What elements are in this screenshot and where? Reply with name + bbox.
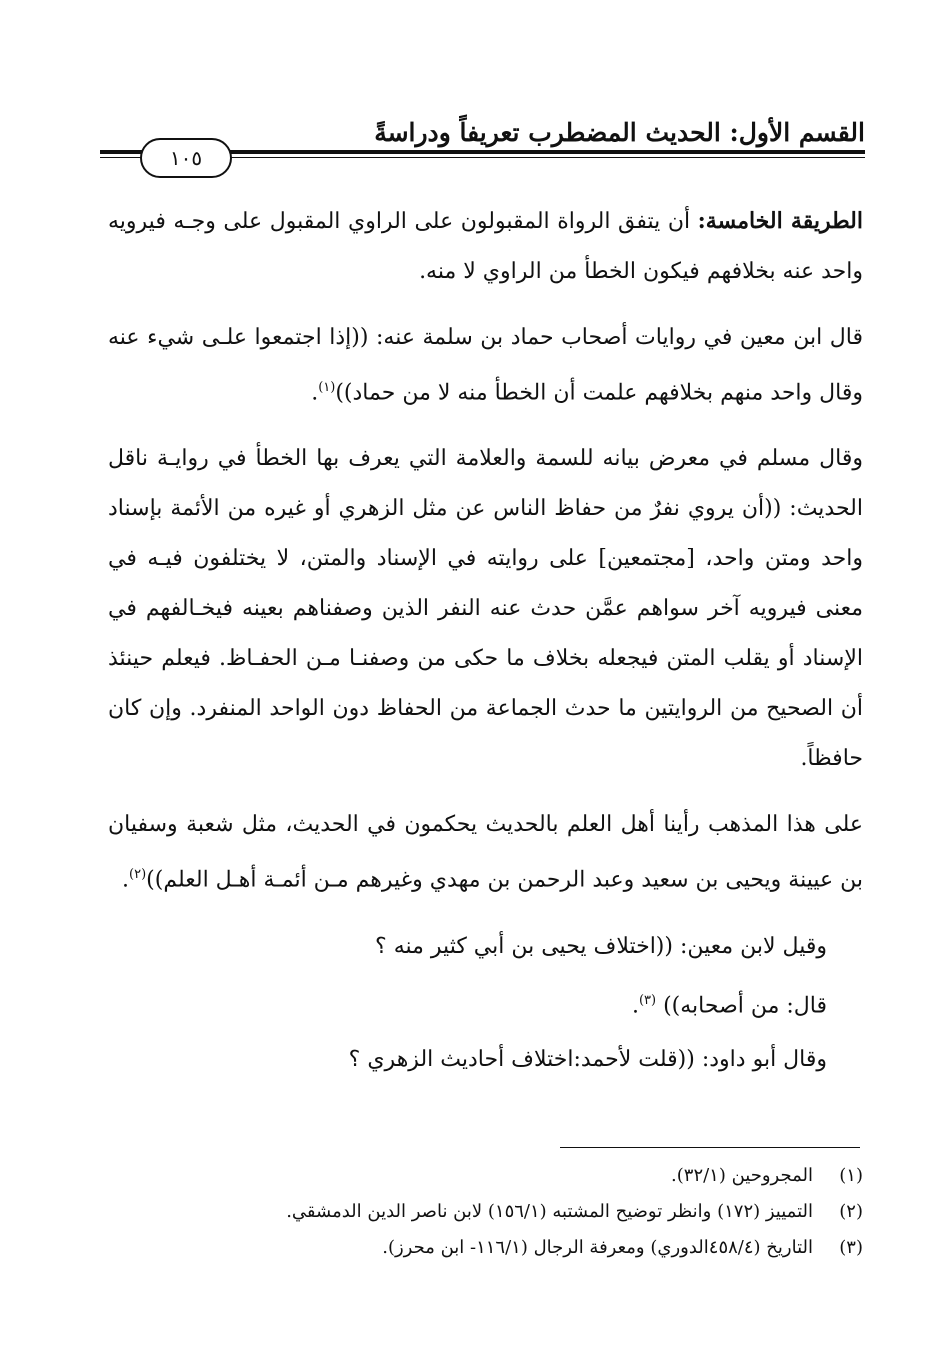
- footnote-number: (١): [839, 1165, 863, 1186]
- paragraph-text: قال ابن معين في روايات أصحاب حماد بن سلمة عنه: ((إذا اجتمعوا علـى شيء عنه وقال واحد منهم بخلافهم علمت أن الخطأ منه لا من حماد)): [108, 325, 864, 406]
- footnote-text: التمييز (١٧٢) وانظر توضيح المشتبه (١٥٦/١) لابن ناصر الدين الدمشقي.: [286, 1201, 813, 1222]
- paragraph-lead: الطريقة الخامسة:: [697, 208, 863, 234]
- running-header-title: القسم الأول: الحديث المضطرب تعريفاً ودراسةً: [374, 118, 865, 147]
- paragraph-text: وقال أبو داود: ((قلت لأحمد:اختلاف أحاديث الزهري ؟: [348, 1046, 827, 1072]
- paragraph-4: على هذا المذهب رأينا أهل العلم بالحديث يحكمون في الحديث، مثل شعبة وسفيان بن عيينة ويحيى بن سعيد وعبد الرحمن بن مهدي وغيرهم مـن أئمـة أهـل العلم))$^{(٢)}$.: [108, 812, 863, 893]
- footnote-ref[interactable]: (٢): [129, 867, 147, 883]
- paragraph-text: قال: من أصحابه)): [663, 992, 827, 1018]
- main-text: [108, 196, 863, 1101]
- footnote-text: التاريخ (٤٥٨/٤الدوري) ومعرفة الرجال (١١٦/١- ابن محرز).: [382, 1237, 813, 1258]
- footnote-item: [150, 1230, 863, 1266]
- footnote-number: (٣): [839, 1237, 863, 1258]
- page-number: ١٠٥: [140, 138, 232, 178]
- footnote-item: [150, 1194, 863, 1230]
- paragraph-text: على هذا المذهب رأينا أهل العلم بالحديث يحكمون في الحديث، مثل شعبة وسفيان بن عيينة ويحيى بن سعيد وعبد الرحمن بن مهدي وغيرهم مـن أئمـة أهـل العلم)): [108, 812, 863, 893]
- paragraph-7: [108, 1035, 863, 1085]
- footnote-ref[interactable]: (٣): [638, 992, 657, 1008]
- footnote-text: المجروحين (٣٢/١).: [671, 1165, 813, 1186]
- paragraph-5: [108, 922, 863, 972]
- footnote-rule: [560, 1147, 860, 1148]
- paragraph-2: قال ابن معين في روايات أصحاب حماد بن سلمة عنه: ((إذا اجتمعوا علـى شيء عنه وقال واحد منهم بخلافهم علمت أن الخطأ منه لا من حماد))$^{(١)}$.: [108, 325, 864, 406]
- footnote-item: [150, 1158, 863, 1194]
- paragraph-3: [108, 434, 863, 784]
- paragraph-1: [108, 196, 863, 297]
- paragraph-text: وقيل لابن معين: ((اختلاف يحيى بن أبي كثير منه ؟: [375, 933, 827, 959]
- footnote-number: (٢): [839, 1201, 863, 1222]
- paragraph-6: قال: من أصحابه)) $^{(٣)}$.: [631, 992, 827, 1018]
- paragraph-text: وقال مسلم في معرض بيانه للسمة والعلامة التي يعرف بها الخطأ في روايـة ناقل الحديث: ((أن يروي نفرٌ من حفاظ الناس عن مثل الزهري أو غيره من الأئمة بإسناد واحد ومتن واحد، [مجتمعين] على روايته في الإسناد والمتن، لا يختلفون فيـه في معنى فيرويه آخر سواهم عمَّن حدث عنه النفر الذين وصفناهم بعينه فيخـالفهم في الإسناد أو يقلب المتن فيجعله بخلاف ما حكى من وصفنـا مـن الحفـاظ. فيعلم حينئذ أن الصحيح من الروايتين ما حدث الجماعة من الحفاظ دون الواحد المنفرد. وإن كان حافظاً.: [108, 446, 863, 772]
- footnotes: [150, 1158, 863, 1266]
- paragraph-text: أن يتفق الرواة المقبولون على الراوي المقبول على وجـه فيرويه واحد عنه بخلافهم فيكون الخطأ من الراوي لا منه.: [108, 209, 863, 284]
- footnote-ref[interactable]: (١): [318, 380, 336, 395]
